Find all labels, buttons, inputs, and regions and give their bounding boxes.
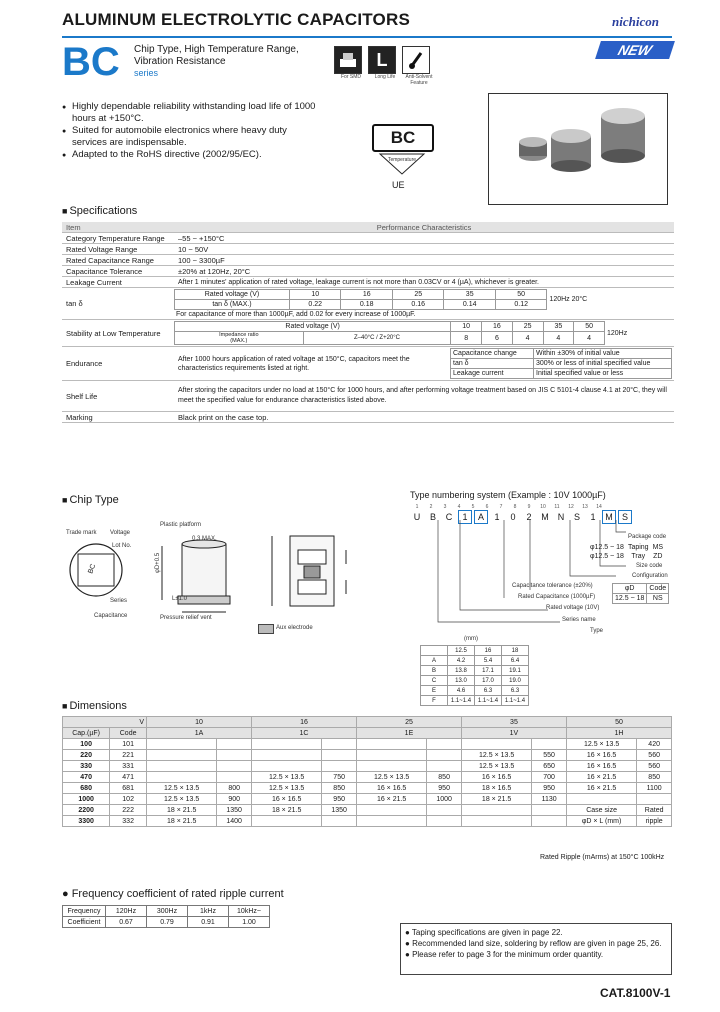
low-temp-table: Rated voltage (V) 10 16 25 35 50 120Hz Impedance ratio (MAX.) Z–40°C / Z+20°C 8 6 4 4 4 bbox=[174, 321, 664, 345]
series-word: series bbox=[134, 68, 159, 78]
spec-row-marking: Marking Black print on the case top. bbox=[62, 412, 674, 423]
voltage-code: 1V bbox=[461, 728, 566, 739]
type-char: C bbox=[445, 512, 453, 522]
dimensions-row: 1000 102 12.5 × 13.5 900 16 × 16.5 950 16 × 21.5 1000 18 × 21.5 1130 bbox=[63, 794, 672, 805]
dimensions-heading: ■ Dimensions bbox=[62, 700, 127, 712]
feature-item: ● Highly dependable reliability withstanding load life of 1000 hours at +150°C. bbox=[62, 101, 322, 125]
dimensions-row: 470 471 12.5 × 13.5 750 12.5 × 13.5 850 16 × 16.5 700 16 × 21.5 850 bbox=[63, 772, 672, 783]
size-table-row: F 1.1~1.4 1.1~1.4 1.1~1.4 bbox=[421, 696, 529, 706]
rated-cap-label: Rated Capacitance (1000µF) bbox=[518, 594, 596, 600]
rated-volt-label: Rated voltage (10V) bbox=[546, 605, 600, 611]
spec-row-tan: tan δ Rated voltage (V) 10 16 25 35 50 120Hz 20°C tan δ (MAX.) 0.22 0.18 0.16 0.14 0.12 For capacitance of more than 1000µF, add 0.02 for every increase of 1000µF. bbox=[62, 288, 674, 320]
size-code-label: Size code bbox=[636, 563, 663, 569]
dimensions-row: 220 221 12.5 × 13.5 550 16 × 16.5 560 bbox=[63, 750, 672, 761]
type-position: 3 bbox=[443, 504, 447, 510]
voltage-header: 25 bbox=[356, 717, 461, 728]
size-table-row: E 4.6 6.3 6.3 bbox=[421, 686, 529, 696]
size-table-row: B 13.8 17.1 19.1 bbox=[421, 666, 529, 676]
size-table-row: A 4.2 5.4 6.4 bbox=[421, 656, 529, 666]
type-position: 4 bbox=[457, 504, 461, 510]
voltage-code: 1H bbox=[566, 728, 671, 739]
type-position: 5 bbox=[471, 504, 475, 510]
note-item: ● Taping specifications are given in page 22. bbox=[405, 928, 563, 937]
catalog-number: CAT.8100V-1 bbox=[600, 986, 671, 1000]
specifications-heading: ■ Specifications bbox=[62, 205, 137, 217]
document-title: ALUMINUM ELECTROLYTIC CAPACITORS bbox=[62, 10, 410, 29]
dimensions-voltage-row: V 10 16 25 35 50 bbox=[63, 717, 672, 728]
family-series-box: BC bbox=[372, 124, 434, 152]
series-subtitle: Chip Type, High Temperature Range, Vibration Resistance bbox=[134, 44, 299, 67]
spec-row-lowtemp: Stability at Low Temperature Rated voltage (V) 10 16 25 35 50 120Hz Impedance ratio (MAX.) Z–40°C / Z+20°C 8 6 4 4 4 bbox=[62, 320, 674, 347]
series-code: BC bbox=[62, 40, 120, 84]
spec-row: Leakage Current After 1 minutes' application of rated voltage, leakage current is not more than 0.03CV or 4 (µA), whichever is greater. bbox=[62, 277, 674, 288]
family-arrow bbox=[376, 152, 428, 178]
size-table-unit: (mm) bbox=[464, 636, 478, 642]
type-char: B bbox=[429, 512, 436, 522]
endurance-table: Capacitance change Within ±30% of initial value tan δ 300% or less of initial specified value Leakage current Initial specified value or less bbox=[450, 348, 672, 379]
dimensions-table bbox=[62, 716, 672, 827]
label-diameter: φD+0.5 bbox=[155, 552, 162, 574]
tan-delta-table: Rated voltage (V) 10 16 25 35 50 120Hz 20°C tan δ (MAX.) 0.22 0.18 0.16 0.14 0.12 bbox=[174, 289, 664, 310]
type-char: 1 bbox=[494, 512, 500, 522]
type-char: 1 bbox=[590, 512, 596, 522]
voltage-code: 1C bbox=[251, 728, 356, 739]
label-max: 0.3 MAX. bbox=[192, 536, 217, 542]
type-label: Type bbox=[590, 628, 604, 634]
notes-box bbox=[400, 923, 672, 975]
type-char: M bbox=[541, 512, 549, 522]
size-table-row: C 13.0 17.0 19.0 bbox=[421, 676, 529, 686]
label-plastic: Plastic platform bbox=[160, 522, 202, 528]
type-char: 2 bbox=[526, 512, 532, 522]
family-parent: UE bbox=[392, 180, 405, 190]
package-code-label: Package code bbox=[628, 534, 667, 540]
spec-row: Capacitance Tolerance ±20% at 120Hz, 20°C bbox=[62, 266, 674, 277]
type-position: 10 bbox=[540, 504, 546, 510]
cap-tolerance-label: Capacitance tolerance (±20%) bbox=[512, 583, 593, 589]
smd-icon: For SMD bbox=[334, 46, 368, 80]
dimensions-row: 680 681 12.5 × 13.5 800 12.5 × 13.5 850 16 × 16.5 950 18 × 16.5 950 16 × 21.5 1100 bbox=[63, 783, 672, 794]
spec-row: Rated Capacitance Range 100 ~ 3300µF bbox=[62, 255, 674, 266]
size-table-row: 12.5 16 18 bbox=[421, 646, 529, 656]
spec-row-endurance: Endurance After 1000 hours application of rated voltage at 150°C, capacitors meet the characteristics requirements listed at right. Capacitance change Within ±30% of initial value tan δ 300% or less of initial specified value Leakage current Initial specified value or less bbox=[62, 347, 674, 381]
anti-solvent-icon: Anti-Solvent Feature bbox=[402, 46, 436, 86]
type-number-leaders bbox=[420, 518, 630, 626]
label-voltage: Voltage bbox=[110, 530, 131, 536]
type-position: 1 bbox=[415, 504, 419, 510]
label-series: Series bbox=[110, 598, 128, 604]
label-length: L±1.0 bbox=[172, 596, 187, 602]
feature-item: ● Adapted to the RoHS directive (2002/95/EC). bbox=[62, 149, 322, 161]
note-item: ● Please refer to page 3 for the minimum order quantity. bbox=[405, 950, 604, 959]
configuration-label: Configuration bbox=[632, 573, 668, 579]
spec-row: Rated Voltage Range 10 ~ 50V bbox=[62, 244, 674, 255]
series-name-label: Series name bbox=[562, 617, 596, 623]
type-position: 2 bbox=[429, 504, 433, 510]
voltage-code: 1A bbox=[147, 728, 252, 739]
feature-item: ● Suited for automobile electronics where heavy duty services are indispensable. bbox=[62, 125, 322, 149]
long-life-icon: L Long Life bbox=[368, 46, 402, 80]
type-position: 14 bbox=[596, 504, 602, 510]
type-position: 9 bbox=[527, 504, 531, 510]
dimensions-code-row: Cap.(µF) Code 1A 1C 1E 1V 1H bbox=[63, 728, 672, 739]
type-char: 1 bbox=[458, 510, 472, 524]
label-capacitance: Capacitance bbox=[94, 613, 128, 619]
configuration-table: φD Code 12.5 ~ 18 NS bbox=[612, 583, 669, 604]
family-arrow-label: Temperature bbox=[387, 157, 417, 163]
aux-electrode-swatch bbox=[258, 624, 274, 634]
type-numbering-heading: Type numbering system (Example : 10V 1000µF) bbox=[410, 490, 606, 500]
frequency-heading: ● Frequency coefficient of rated ripple current bbox=[62, 888, 284, 900]
dimensions-row: 2200 222 18 × 21.5 1350 18 × 21.5 1350 Case size Rated bbox=[63, 805, 672, 816]
spec-row: Category Temperature Range –55 ~ +150°C bbox=[62, 233, 674, 244]
chip-type-heading: ■ Chip Type bbox=[62, 494, 119, 506]
type-char: M bbox=[602, 510, 616, 524]
type-position: 11 bbox=[554, 504, 560, 510]
voltage-header: 35 bbox=[461, 717, 566, 728]
voltage-header: 50 bbox=[566, 717, 671, 728]
type-position: 12 bbox=[568, 504, 574, 510]
label-pressure: Pressure relief vent bbox=[160, 615, 212, 621]
new-badge: NEW bbox=[595, 41, 675, 59]
type-char: S bbox=[618, 510, 632, 524]
type-char: U bbox=[413, 512, 421, 522]
tan-note: For capacitance of more than 1000µF, add 0.02 for every increase of 1000µF. bbox=[176, 311, 416, 318]
spec-header-row: Item Performance Characteristics bbox=[62, 222, 674, 233]
label-aux: Aux electrode bbox=[276, 625, 313, 631]
spec-row-shelf: Shelf Life After storing the capacitors under no load at 150°C for 1000 hours, and after performing voltage treatment based on JIS C 5101-4 clause 4.1 at 20°C, they will meet the specified value for endurance characteristics listed above. bbox=[62, 381, 674, 412]
type-position: 13 bbox=[582, 504, 588, 510]
dimensions-row: 100 101 12.5 × 13.5 420 bbox=[63, 739, 672, 750]
type-position: 6 bbox=[485, 504, 489, 510]
voltage-code: 1E bbox=[356, 728, 461, 739]
svg-text:BC: BC bbox=[87, 563, 98, 575]
size-table bbox=[420, 645, 529, 706]
dimensions-row: 330 331 12.5 × 13.5 650 16 × 16.5 560 bbox=[63, 761, 672, 772]
product-photo bbox=[488, 93, 668, 205]
feature-list bbox=[62, 101, 322, 161]
frequency-table: Frequency 120Hz 300Hz 1kHz 10kHz~ Coefficient 0.67 0.79 0.91 1.00 bbox=[62, 905, 270, 928]
voltage-header: 16 bbox=[251, 717, 356, 728]
dimensions-footnote: Rated Ripple (mArms) at 150°C 100kHz bbox=[540, 854, 665, 861]
type-char: 0 bbox=[510, 512, 516, 522]
specifications-table bbox=[62, 222, 674, 423]
package-code-table: φ12.5 ~ 18 Taping MS φ12.5 ~ 18 Tray ZD bbox=[590, 544, 664, 560]
voltage-header: 10 bbox=[147, 717, 252, 728]
brand-logo: nichicon bbox=[612, 14, 659, 29]
label-trademark: Trade mark bbox=[66, 530, 97, 536]
label-lot: Lot No. bbox=[112, 543, 132, 549]
type-char: N bbox=[557, 512, 565, 522]
note-item: ● Recommended land size, soldering by reflow are given in page 25, 26. bbox=[405, 939, 662, 948]
type-position: 8 bbox=[513, 504, 517, 510]
type-position: 7 bbox=[499, 504, 503, 510]
header-rule bbox=[62, 36, 672, 38]
dimensions-row: 3300 332 18 × 21.5 1400 φD × L (mm) ripple bbox=[63, 816, 672, 827]
type-char: S bbox=[573, 512, 580, 522]
type-char: A bbox=[474, 510, 488, 524]
